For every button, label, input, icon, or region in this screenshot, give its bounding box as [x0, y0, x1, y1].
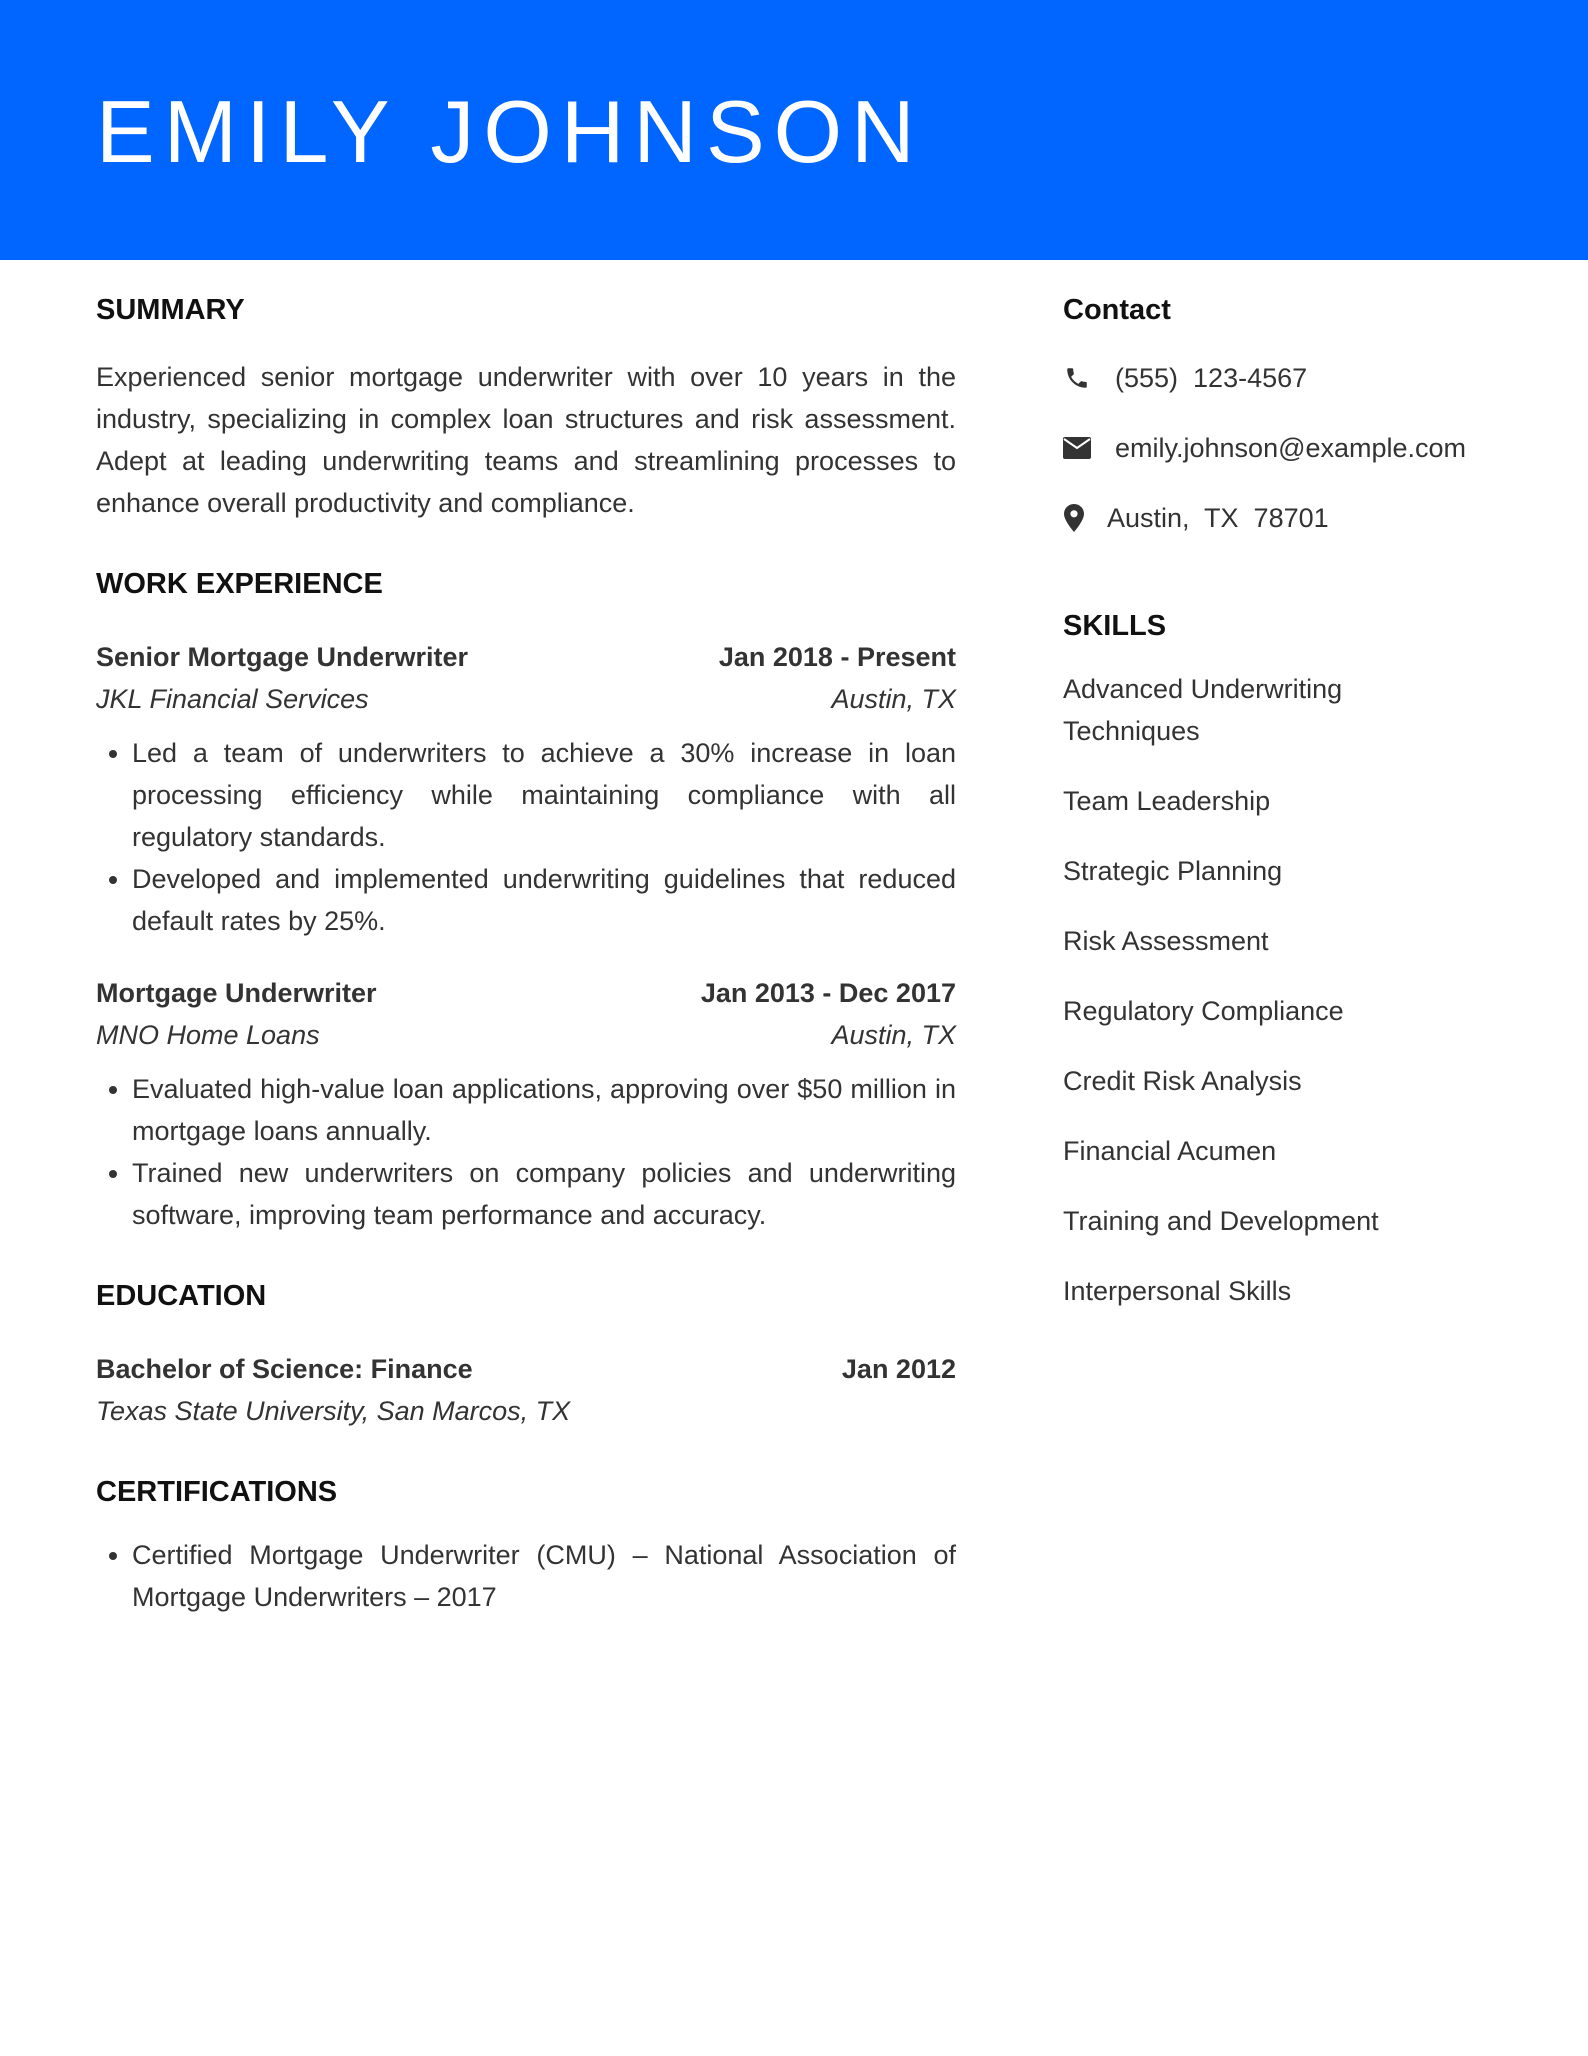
- contact-phone: [1063, 358, 1543, 398]
- job-bullet: • Evaluated high-value loan applications, approving over $50 million in mortgage loans annually.: [132, 1068, 956, 1152]
- education-degree: Bachelor of Science: Finance: [96, 1354, 473, 1384]
- main-column: [96, 290, 956, 1618]
- work-experience-section: [96, 564, 956, 1236]
- header-banner: [0, 0, 1588, 260]
- job-bullet: • Led a team of underwriters to achieve a 30% increase in loan processing efficiency while maintaining compliance with all regulatory standards.: [132, 732, 956, 858]
- summary-section: [96, 290, 956, 524]
- contact-section: [1063, 290, 1543, 538]
- summary-text: Experienced senior mortgage underwriter with over 10 years in the industry, specializing in complex loan structures and risk assessment. Adept at leading underwriting teams and streamlining processes to enhance overall productivity and compliance.: [96, 362, 956, 518]
- summary-title: SUMMARY: [96, 294, 245, 326]
- education-title: EDUCATION: [96, 1280, 267, 1312]
- skill-item: Advanced Underwriting Techniques: [1063, 674, 1343, 746]
- skill-item: Team Leadership: [1063, 786, 1271, 816]
- phone-icon: [1063, 364, 1091, 392]
- certification-item: • Certified Mortgage Underwriter (CMU) – National Association of Mortgage Underwriters – 2017: [132, 1534, 956, 1618]
- job-role: Mortgage Underwriter: [96, 978, 377, 1008]
- job-location: Austin, TX: [831, 1020, 956, 1050]
- job-dates: Jan 2013 - Dec 2017: [700, 978, 956, 1008]
- skill-item: Risk Assessment: [1063, 926, 1269, 956]
- education-school: Texas State University, San Marcos, TX: [96, 1396, 571, 1426]
- job-bullets: [96, 732, 956, 942]
- job-role: Senior Mortgage Underwriter: [96, 642, 469, 672]
- contact-location-text: Austin, TX 78701: [1107, 503, 1329, 533]
- skill-item: Regulatory Compliance: [1063, 996, 1344, 1026]
- certifications-title: CERTIFICATIONS: [96, 1476, 338, 1508]
- contact-email: [1063, 428, 1543, 468]
- job-dates: Jan 2018 - Present: [718, 642, 956, 672]
- skill-item: Strategic Planning: [1063, 856, 1283, 886]
- job-bullets: [96, 1068, 956, 1236]
- skill-item: Interpersonal Skills: [1063, 1276, 1292, 1306]
- skills-title: SKILLS: [1063, 610, 1167, 642]
- envelope-icon: [1063, 434, 1091, 462]
- skill-item: Credit Risk Analysis: [1063, 1066, 1302, 1096]
- certifications-list: [96, 1534, 956, 1618]
- contact-location: [1063, 498, 1543, 538]
- job-bullet: • Trained new underwriters on company policies and underwriting software, improving team performance and accuracy.: [132, 1152, 956, 1236]
- job-company: MNO Home Loans: [96, 1020, 320, 1050]
- job-entry: [96, 972, 956, 1236]
- skill-item: Financial Acumen: [1063, 1136, 1277, 1166]
- certifications-section: [96, 1472, 956, 1618]
- job-entry: [96, 636, 956, 942]
- work-experience-title: WORK EXPERIENCE: [96, 568, 383, 600]
- job-location: Austin, TX: [831, 684, 956, 714]
- contact-email-text[interactable]: emily.johnson@example.com: [1115, 433, 1467, 463]
- sidebar-column: [1063, 290, 1543, 1312]
- education-section: [96, 1276, 956, 1432]
- skills-section: [1063, 606, 1543, 1312]
- job-company: JKL Financial Services: [96, 684, 369, 714]
- contact-title: Contact: [1063, 294, 1171, 326]
- skill-item: Training and Development: [1063, 1206, 1379, 1236]
- map-pin-icon: [1063, 504, 1085, 532]
- job-bullet: • Developed and implemented underwriting guidelines that reduced default rates by 25%.: [132, 858, 956, 942]
- contact-phone-text: (555) 123-4567: [1115, 363, 1308, 393]
- candidate-name: EMILY JOHNSON: [96, 82, 924, 181]
- education-date: Jan 2012: [841, 1354, 956, 1384]
